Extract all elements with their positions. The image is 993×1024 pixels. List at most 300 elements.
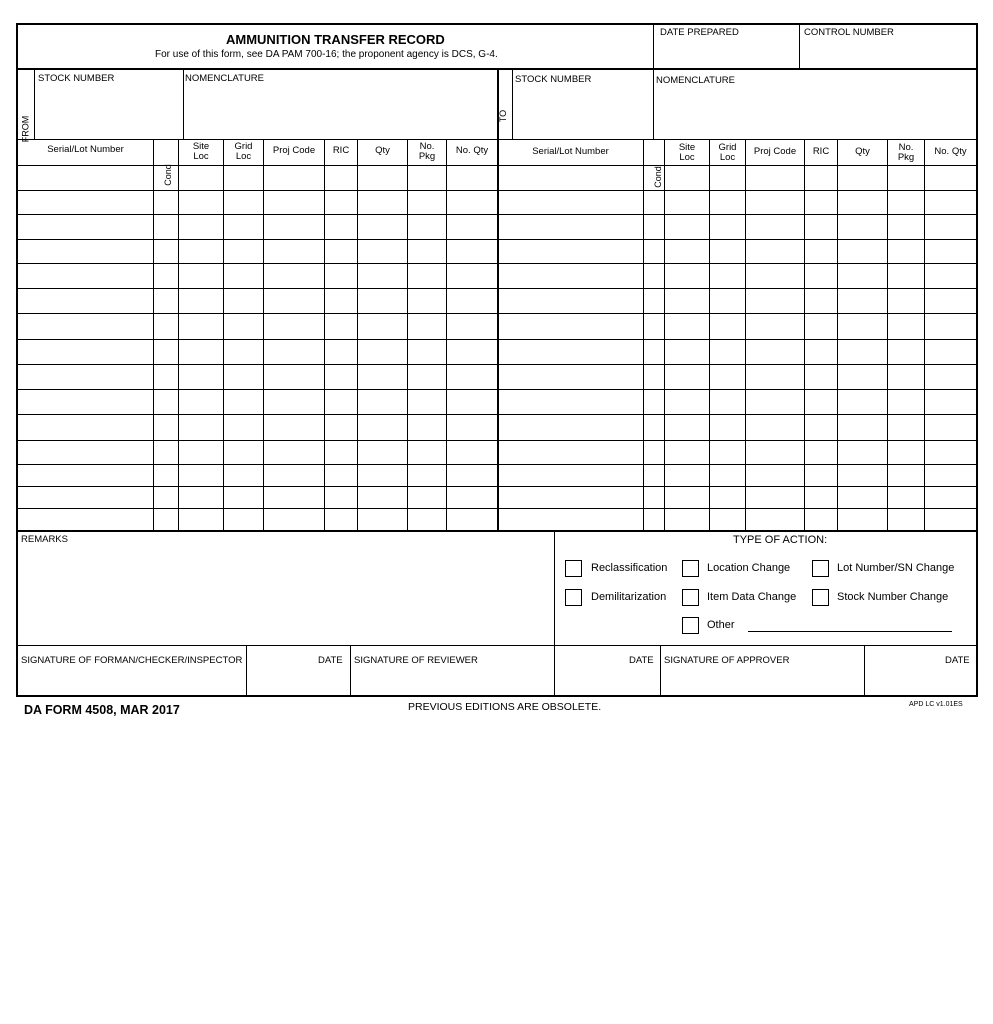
stock-number-change-checkbox[interactable] xyxy=(812,589,829,606)
to-grid-cell[interactable] xyxy=(838,415,887,440)
from-grid-cell[interactable] xyxy=(179,415,223,440)
other-underline xyxy=(748,631,952,632)
to-grid-cell[interactable] xyxy=(925,264,977,288)
to-grid-cell[interactable] xyxy=(746,289,804,313)
from-grid-cell[interactable] xyxy=(408,166,446,190)
to-grid-cell[interactable] xyxy=(710,415,745,440)
reviewer-date-field[interactable] xyxy=(555,667,659,695)
to-grid-cell[interactable] xyxy=(665,166,709,190)
to-grid-cell[interactable] xyxy=(710,487,745,508)
from-grid-cell[interactable] xyxy=(224,465,263,486)
to-grid-cell[interactable] xyxy=(838,240,887,263)
from-grid-cell[interactable] xyxy=(179,441,223,464)
to-grid-cell[interactable] xyxy=(805,441,837,464)
from-grid-cell[interactable] xyxy=(224,509,263,530)
from-grid-cell[interactable] xyxy=(224,441,263,464)
to-grid-cell[interactable] xyxy=(746,314,804,339)
to-grid-cell[interactable] xyxy=(805,487,837,508)
to-grid-cell[interactable] xyxy=(805,390,837,414)
from-grid-cell[interactable] xyxy=(325,166,357,190)
to-grid-cell[interactable] xyxy=(665,441,709,464)
to-grid-cell[interactable] xyxy=(710,441,745,464)
to-grid-cell[interactable] xyxy=(925,465,977,486)
from-grid-cell[interactable] xyxy=(447,487,497,508)
from-grid-cell[interactable] xyxy=(408,509,446,530)
from-grid-cell[interactable] xyxy=(358,365,407,389)
to-grid-cell[interactable] xyxy=(838,314,887,339)
to-grid-cell[interactable] xyxy=(499,215,643,239)
to-grid-cell[interactable] xyxy=(838,166,887,190)
to-grid-cell[interactable] xyxy=(805,509,837,530)
from-grid-cell[interactable] xyxy=(358,240,407,263)
from-grid-cell[interactable] xyxy=(18,191,153,214)
from-grid-cell[interactable] xyxy=(18,365,153,389)
from-grid-cell[interactable] xyxy=(358,264,407,288)
to-grid-cell[interactable] xyxy=(665,509,709,530)
from-grid-cell[interactable] xyxy=(358,191,407,214)
form-number: DA FORM 4508, MAR 2017 xyxy=(24,703,180,717)
from-grid-cell[interactable] xyxy=(154,415,178,440)
to-grid-cell[interactable] xyxy=(665,340,709,364)
from-grid-cell[interactable] xyxy=(18,415,153,440)
to-grid-cell[interactable] xyxy=(805,264,837,288)
from-grid-cell[interactable] xyxy=(447,340,497,364)
from-grid-cell[interactable] xyxy=(179,390,223,414)
from-grid-cell[interactable] xyxy=(179,240,223,263)
from-grid-cell[interactable] xyxy=(325,191,357,214)
from-grid-cell[interactable] xyxy=(447,441,497,464)
to-grid-cell[interactable] xyxy=(710,390,745,414)
from-grid-cell[interactable] xyxy=(154,289,178,313)
from-grid-cell[interactable] xyxy=(224,215,263,239)
to-grid-cell[interactable] xyxy=(710,240,745,263)
to-grid-cell[interactable] xyxy=(746,264,804,288)
from-grid-cell[interactable] xyxy=(154,441,178,464)
from-grid-cell[interactable] xyxy=(325,365,357,389)
to-grid-cell[interactable] xyxy=(805,314,837,339)
to-grid-cell[interactable] xyxy=(838,215,887,239)
from-grid-cell[interactable] xyxy=(264,441,324,464)
to-grid-cell[interactable] xyxy=(805,289,837,313)
from-grid-cell[interactable] xyxy=(264,240,324,263)
to-grid-cell[interactable] xyxy=(746,166,804,190)
to-grid-cell[interactable] xyxy=(925,365,977,389)
to-grid-cell[interactable] xyxy=(746,365,804,389)
from-grid-cell[interactable] xyxy=(224,365,263,389)
from-grid-cell[interactable] xyxy=(224,240,263,263)
from-grid-cell[interactable] xyxy=(179,340,223,364)
from-grid-cell[interactable] xyxy=(447,415,497,440)
to-grid-cell[interactable] xyxy=(710,289,745,313)
to-grid-cell[interactable] xyxy=(499,390,643,414)
to-grid-cell[interactable] xyxy=(805,240,837,263)
from-grid-cell[interactable] xyxy=(264,365,324,389)
to-grid-cell[interactable] xyxy=(746,215,804,239)
to-grid-cell[interactable] xyxy=(838,340,887,364)
to-grid-cell[interactable] xyxy=(499,509,643,530)
from-grid-cell[interactable] xyxy=(154,390,178,414)
to-grid-cell[interactable] xyxy=(925,340,977,364)
from-grid-cell[interactable] xyxy=(447,365,497,389)
to-grid-cell[interactable] xyxy=(746,240,804,263)
to-grid-cell[interactable] xyxy=(925,415,977,440)
from-grid-cell[interactable] xyxy=(408,289,446,313)
to-grid-cell[interactable] xyxy=(838,441,887,464)
from-grid-cell[interactable] xyxy=(179,487,223,508)
from-grid-cell[interactable] xyxy=(154,465,178,486)
from-grid-cell[interactable] xyxy=(224,166,263,190)
to-grid-cell[interactable] xyxy=(644,390,664,414)
to-grid-cell[interactable] xyxy=(746,340,804,364)
from-grid-cell[interactable] xyxy=(325,509,357,530)
from-grid-cell[interactable] xyxy=(358,441,407,464)
from-grid-cell[interactable] xyxy=(408,415,446,440)
to-grid-cell[interactable] xyxy=(710,509,745,530)
to-grid-cell[interactable] xyxy=(925,314,977,339)
to-grid-cell[interactable] xyxy=(665,215,709,239)
from-grid-cell[interactable] xyxy=(18,390,153,414)
from-grid-cell[interactable] xyxy=(325,487,357,508)
from-grid-cell[interactable] xyxy=(447,191,497,214)
approver-date-field[interactable] xyxy=(865,667,976,695)
to-grid-cell[interactable] xyxy=(805,415,837,440)
to-grid-cell[interactable] xyxy=(838,289,887,313)
from-grid-cell[interactable] xyxy=(154,487,178,508)
to-grid-cell[interactable] xyxy=(925,441,977,464)
from-grid-cell[interactable] xyxy=(18,487,153,508)
demilitarization-label: Demilitarization xyxy=(591,591,667,603)
from-grid-cell[interactable] xyxy=(154,340,178,364)
from-grid-cell[interactable] xyxy=(408,240,446,263)
to-grid-cell[interactable] xyxy=(644,215,664,239)
from-grid-cell[interactable] xyxy=(358,465,407,486)
to-grid-cell[interactable] xyxy=(888,240,924,263)
from-grid-cell[interactable] xyxy=(18,465,153,486)
from-grid-cell[interactable] xyxy=(264,509,324,530)
from-grid-cell[interactable] xyxy=(264,191,324,214)
to-grid-cell[interactable] xyxy=(746,487,804,508)
from-grid-cell[interactable] xyxy=(447,289,497,313)
to-grid-cell[interactable] xyxy=(665,240,709,263)
from-grid-cell[interactable] xyxy=(447,166,497,190)
to-grid-cell[interactable] xyxy=(925,240,977,263)
from-grid-cell[interactable] xyxy=(179,465,223,486)
to-grid-cell[interactable] xyxy=(499,191,643,214)
from-grid-cell[interactable] xyxy=(224,191,263,214)
to-grid-cell[interactable] xyxy=(746,191,804,214)
to-grid-cell[interactable] xyxy=(838,191,887,214)
from-grid-cell[interactable] xyxy=(325,215,357,239)
from-grid-cell[interactable] xyxy=(358,415,407,440)
from-nomenclature-field[interactable] xyxy=(184,84,496,138)
from-grid-cell[interactable] xyxy=(179,264,223,288)
from-grid-cell[interactable] xyxy=(447,509,497,530)
to-grid-cell[interactable] xyxy=(710,264,745,288)
from-grid-cell[interactable] xyxy=(224,314,263,339)
from-grid-cell[interactable] xyxy=(154,509,178,530)
from-grid-cell[interactable] xyxy=(179,314,223,339)
from-grid-cell[interactable] xyxy=(325,465,357,486)
to-grid-cell[interactable] xyxy=(665,264,709,288)
to-grid-cell[interactable] xyxy=(499,441,643,464)
to-grid-cell[interactable] xyxy=(838,365,887,389)
to-grid-cell[interactable] xyxy=(838,264,887,288)
item-data-change-checkbox[interactable] xyxy=(682,589,699,606)
from-grid-cell[interactable] xyxy=(264,390,324,414)
from-grid-cell[interactable] xyxy=(408,191,446,214)
from-grid-cell[interactable] xyxy=(264,465,324,486)
to-grid-cell[interactable] xyxy=(644,509,664,530)
remarks-field[interactable] xyxy=(18,546,552,644)
to-grid-cell[interactable] xyxy=(665,487,709,508)
from-grid-cell[interactable] xyxy=(408,264,446,288)
to-grid-cell[interactable] xyxy=(499,487,643,508)
from-grid-cell[interactable] xyxy=(325,264,357,288)
to-grid-cell[interactable] xyxy=(710,465,745,486)
to-grid-cell[interactable] xyxy=(805,365,837,389)
from-grid-cell[interactable] xyxy=(325,390,357,414)
to-grid-cell[interactable] xyxy=(665,314,709,339)
from-grid-cell[interactable] xyxy=(447,465,497,486)
from-grid-cell[interactable] xyxy=(358,340,407,364)
control-number-field[interactable] xyxy=(800,38,976,68)
from-grid-cell[interactable] xyxy=(408,215,446,239)
from-grid-cell[interactable] xyxy=(264,264,324,288)
to-grid-cell[interactable] xyxy=(805,340,837,364)
from-grid-cell[interactable] xyxy=(154,166,178,190)
approver-date-label: DATE xyxy=(945,655,970,666)
to-grid-cell[interactable] xyxy=(710,365,745,389)
reviewer-signature-field[interactable] xyxy=(351,667,553,695)
reclassification-checkbox[interactable] xyxy=(565,560,582,577)
to-grid-cell[interactable] xyxy=(499,365,643,389)
from-grid-cell[interactable] xyxy=(358,509,407,530)
from-grid-cell[interactable] xyxy=(358,166,407,190)
to-grid-cell[interactable] xyxy=(499,264,643,288)
to-grid-cell[interactable] xyxy=(838,487,887,508)
to-grid-cell[interactable] xyxy=(665,191,709,214)
obsolete-notice: PREVIOUS EDITIONS ARE OBSOLETE. xyxy=(408,701,602,713)
to-grid-cell[interactable] xyxy=(888,441,924,464)
from-grid-cell[interactable] xyxy=(18,509,153,530)
from-grid-cell[interactable] xyxy=(325,240,357,263)
from-grid-cell[interactable] xyxy=(408,365,446,389)
to-grid-cell[interactable] xyxy=(644,465,664,486)
from-grid-cell[interactable] xyxy=(18,314,153,339)
to-grid-cell[interactable] xyxy=(665,289,709,313)
from-grid-cell[interactable] xyxy=(18,215,153,239)
inspector-date-field[interactable] xyxy=(247,667,349,695)
to-grid-cell[interactable] xyxy=(644,264,664,288)
to-grid-cell[interactable] xyxy=(746,509,804,530)
to-grid-cell[interactable] xyxy=(746,441,804,464)
from-grid-cell[interactable] xyxy=(325,441,357,464)
from-grid-cell[interactable] xyxy=(154,191,178,214)
from-grid-cell[interactable] xyxy=(447,240,497,263)
to-grid-cell[interactable] xyxy=(925,215,977,239)
from-grid-cell[interactable] xyxy=(18,340,153,364)
to-grid-cell[interactable] xyxy=(838,390,887,414)
to-grid-cell[interactable] xyxy=(925,289,977,313)
from-grid-cell[interactable] xyxy=(154,264,178,288)
from-grid-cell[interactable] xyxy=(179,365,223,389)
to-grid-cell[interactable] xyxy=(499,465,643,486)
to-grid-cell[interactable] xyxy=(805,465,837,486)
to-grid-cell[interactable] xyxy=(665,415,709,440)
from-grid-cell[interactable] xyxy=(154,215,178,239)
from-grid-cell[interactable] xyxy=(447,314,497,339)
other-specify-field[interactable] xyxy=(748,616,952,631)
from-stock-number-field[interactable] xyxy=(35,84,182,138)
to-grid-cell[interactable] xyxy=(888,191,924,214)
to-grid-cell[interactable] xyxy=(746,390,804,414)
demilitarization-checkbox[interactable] xyxy=(565,589,582,606)
from-grid-cell[interactable] xyxy=(358,487,407,508)
to-grid-cell[interactable] xyxy=(838,509,887,530)
from-grid-cell[interactable] xyxy=(264,215,324,239)
from-col-ric: RIC xyxy=(332,145,350,156)
to-grid-cell[interactable] xyxy=(710,166,745,190)
to-grid-cell[interactable] xyxy=(888,487,924,508)
from-grid-cell[interactable] xyxy=(264,314,324,339)
from-grid-cell[interactable] xyxy=(179,215,223,239)
to-grid-cell[interactable] xyxy=(805,166,837,190)
from-grid-cell[interactable] xyxy=(264,340,324,364)
lot-number-sn-change-checkbox[interactable] xyxy=(812,560,829,577)
from-grid-cell[interactable] xyxy=(18,264,153,288)
from-grid-cell[interactable] xyxy=(224,289,263,313)
from-grid-cell[interactable] xyxy=(358,390,407,414)
inspector-signature-field[interactable] xyxy=(18,667,245,695)
from-grid-cell[interactable] xyxy=(447,264,497,288)
to-grid-cell[interactable] xyxy=(925,487,977,508)
to-grid-cell[interactable] xyxy=(644,191,664,214)
from-grid-cell[interactable] xyxy=(358,289,407,313)
to-grid-cell[interactable] xyxy=(644,240,664,263)
from-grid-cell[interactable] xyxy=(264,166,324,190)
date-prepared-field[interactable] xyxy=(654,38,798,68)
to-grid-cell[interactable] xyxy=(499,340,643,364)
from-grid-cell[interactable] xyxy=(264,289,324,313)
to-grid-cell[interactable] xyxy=(710,340,745,364)
to-grid-cell[interactable] xyxy=(644,365,664,389)
to-grid-cell[interactable] xyxy=(499,289,643,313)
from-grid-cell[interactable] xyxy=(325,340,357,364)
approver-signature-field[interactable] xyxy=(661,667,863,695)
to-stock-number-field[interactable] xyxy=(513,85,652,138)
from-grid-cell[interactable] xyxy=(224,415,263,440)
to-grid-cell[interactable] xyxy=(746,465,804,486)
to-grid-cell[interactable] xyxy=(888,264,924,288)
to-grid-cell[interactable] xyxy=(888,365,924,389)
from-grid-cell[interactable] xyxy=(154,365,178,389)
from-grid-cell[interactable] xyxy=(325,289,357,313)
from-grid-cell[interactable] xyxy=(224,390,263,414)
to-grid-cell[interactable] xyxy=(838,465,887,486)
other-label: Other xyxy=(707,619,735,631)
to-grid-cell[interactable] xyxy=(925,390,977,414)
to-grid-cell[interactable] xyxy=(499,314,643,339)
from-grid-cell[interactable] xyxy=(179,509,223,530)
from-grid-cell[interactable] xyxy=(179,166,223,190)
from-grid-cell[interactable] xyxy=(224,340,263,364)
from-grid-cell[interactable] xyxy=(264,415,324,440)
from-grid-cell[interactable] xyxy=(325,415,357,440)
from-grid-cell[interactable] xyxy=(224,264,263,288)
to-col-no-qty: No. Qty xyxy=(934,146,967,157)
from-grid-cell[interactable] xyxy=(154,240,178,263)
from-grid-cell[interactable] xyxy=(18,441,153,464)
from-grid-cell[interactable] xyxy=(408,441,446,464)
from-grid-cell[interactable] xyxy=(447,390,497,414)
from-grid-cell[interactable] xyxy=(154,314,178,339)
to-grid-cell[interactable] xyxy=(888,415,924,440)
to-grid-cell[interactable] xyxy=(665,365,709,389)
from-grid-cell[interactable] xyxy=(408,340,446,364)
to-grid-cell[interactable] xyxy=(888,509,924,530)
to-grid-cell[interactable] xyxy=(644,340,664,364)
other-checkbox[interactable] xyxy=(682,617,699,634)
from-grid-cell[interactable] xyxy=(358,314,407,339)
to-grid-cell[interactable] xyxy=(888,465,924,486)
to-grid-cell[interactable] xyxy=(644,441,664,464)
from-grid-cell[interactable] xyxy=(18,240,153,263)
to-grid-cell[interactable] xyxy=(499,240,643,263)
to-grid-cell[interactable] xyxy=(888,314,924,339)
to-grid-cell[interactable] xyxy=(499,166,643,190)
from-grid-cell[interactable] xyxy=(179,191,223,214)
location-change-checkbox[interactable] xyxy=(682,560,699,577)
to-grid-cell[interactable] xyxy=(710,191,745,214)
stock-number-change-label: Stock Number Change xyxy=(837,591,949,603)
to-grid-cell[interactable] xyxy=(888,166,924,190)
from-grid-cell[interactable] xyxy=(18,166,153,190)
from-grid-cell[interactable] xyxy=(447,215,497,239)
from-grid-cell[interactable] xyxy=(264,487,324,508)
to-grid-cell[interactable] xyxy=(644,314,664,339)
from-grid-cell[interactable] xyxy=(224,487,263,508)
to-grid-cell[interactable] xyxy=(888,390,924,414)
to-grid-cell[interactable] xyxy=(925,166,977,190)
from-grid-cell[interactable] xyxy=(179,289,223,313)
to-grid-cell[interactable] xyxy=(805,215,837,239)
from-grid-cell[interactable] xyxy=(408,390,446,414)
to-grid-cell[interactable] xyxy=(925,191,977,214)
from-grid-cell[interactable] xyxy=(408,314,446,339)
to-grid-cell[interactable] xyxy=(710,215,745,239)
to-nomenclature-field[interactable] xyxy=(654,85,976,138)
to-grid-cell[interactable] xyxy=(888,289,924,313)
to-grid-cell[interactable] xyxy=(888,340,924,364)
from-grid-cell[interactable] xyxy=(358,215,407,239)
from-grid-cell[interactable] xyxy=(408,487,446,508)
to-grid-cell[interactable] xyxy=(746,415,804,440)
to-grid-cell[interactable] xyxy=(644,415,664,440)
to-grid-cell[interactable] xyxy=(644,487,664,508)
to-grid-cell[interactable] xyxy=(710,314,745,339)
to-grid-cell[interactable] xyxy=(644,166,664,190)
to-grid-cell[interactable] xyxy=(644,289,664,313)
to-grid-cell[interactable] xyxy=(499,415,643,440)
to-grid-cell[interactable] xyxy=(665,465,709,486)
to-grid-cell[interactable] xyxy=(805,191,837,214)
to-grid-cell[interactable] xyxy=(665,390,709,414)
to-grid-cell[interactable] xyxy=(925,509,977,530)
to-grid-cell[interactable] xyxy=(888,215,924,239)
from-grid-cell[interactable] xyxy=(325,314,357,339)
from-grid-cell[interactable] xyxy=(18,289,153,313)
from-grid-cell[interactable] xyxy=(408,465,446,486)
